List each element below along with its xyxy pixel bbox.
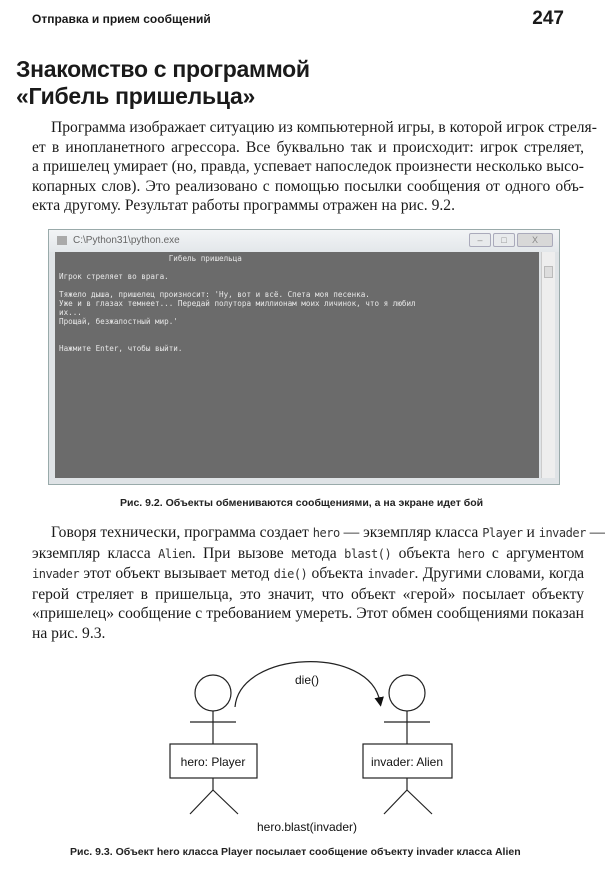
text-line	[32, 604, 584, 624]
text-segment: герой стреляет в пришельца, это значит, что объект «герой» посылает объекту	[32, 585, 584, 603]
caption-label: Рис. 9.2.	[120, 497, 163, 509]
text-segment: а пришелец умирает (но, правда, успевает напоследок произнести несколько высо-	[32, 158, 584, 176]
console-line: Нажмите Enter, чтобы выйти.	[59, 344, 183, 353]
text-segment: и	[522, 524, 539, 541]
text-segment: Говоря технически, программа создает	[51, 524, 313, 541]
paragraph-intro	[32, 118, 597, 216]
text-line	[32, 544, 584, 565]
code-term: blast()	[344, 546, 392, 561]
caption-text: Объекты обмениваются сообщениями, а на экране идет бой	[162, 497, 484, 509]
text-line	[32, 564, 584, 585]
text-line	[32, 138, 584, 158]
text-segment: на рис. 9.3.	[32, 624, 106, 642]
console-line	[59, 335, 535, 344]
window-controls	[469, 233, 553, 247]
text-segment: — экземпляр класса	[339, 524, 483, 541]
code-term: die()	[273, 567, 308, 582]
text-line	[32, 196, 584, 216]
text-segment: —	[585, 524, 605, 541]
hero-object-label: hero: Player	[180, 755, 246, 769]
code-term: Player	[482, 526, 523, 540]
maximize-icon: □	[493, 233, 515, 247]
console-line: Игрок стреляет во врага.	[59, 272, 169, 281]
section-title-line: «Гибель пришельца»	[16, 83, 255, 109]
text-segment: Программа изображает ситуацию из компьютерной игры, в которой игрок стреля-	[51, 119, 597, 136]
console-line	[59, 326, 535, 335]
text-segment: копарных слов). Это реализовано с помощью посылки сообщения от одного объ-	[32, 177, 584, 195]
text-segment: объекта	[307, 565, 368, 583]
text-line	[32, 177, 584, 197]
page-number: 247	[532, 8, 564, 29]
message-diagram	[0, 650, 600, 840]
text-line	[32, 585, 584, 605]
scrollbar-thumb	[544, 266, 553, 278]
paragraph-technical	[32, 523, 605, 644]
text-line	[32, 624, 584, 644]
window-title: C:\Python31\python.exe	[73, 235, 180, 246]
text-segment: этот объект вызывает метод	[79, 565, 274, 583]
close-icon: X	[517, 233, 553, 247]
console-line	[59, 263, 535, 272]
text-segment: . Другими словами, когда	[414, 565, 584, 583]
window-titlebar	[49, 230, 559, 252]
code-term: Alien	[158, 546, 192, 561]
minimize-icon: –	[469, 233, 491, 247]
text-segment: объекта	[391, 544, 458, 562]
console-output	[55, 252, 539, 478]
text-segment: экземпляр класса	[32, 544, 159, 562]
code-term: hero	[312, 526, 340, 540]
caption-label: Рис. 9.3.	[70, 846, 113, 858]
code-term: invader	[32, 567, 80, 582]
text-segment: ет в инопланетного агрессора. Все буквально так и происходит: игрок стреляет,	[32, 138, 584, 156]
console-app-icon	[57, 236, 67, 245]
console-line: Гибель пришельца	[59, 254, 242, 263]
section-title	[16, 56, 310, 110]
console-line	[59, 281, 535, 290]
console-line: Уже и в глазах темнеет... Передай полутора миллионам моих личинок, что я любил	[59, 299, 416, 308]
console-screenshot	[48, 229, 560, 485]
console-line: их...	[59, 308, 82, 317]
text-segment: . При вызове метода	[191, 544, 345, 562]
call-label: hero.blast(invader)	[256, 820, 358, 834]
text-segment: екта другому. Результат работы программы отражен на рис. 9.2.	[32, 197, 455, 215]
message-label: die()	[294, 673, 320, 687]
text-line	[32, 157, 584, 177]
figure-9-3-caption	[70, 846, 521, 858]
code-term: hero	[457, 546, 485, 561]
text-line	[32, 523, 605, 544]
caption-text: Объект hero класса Player посылает сообщение объекту invader класса Alien	[112, 846, 521, 858]
running-header: Отправка и прием сообщений	[32, 12, 211, 26]
figure-9-2-caption	[120, 497, 483, 509]
code-term: invader	[538, 526, 586, 540]
code-term: invader	[367, 567, 415, 582]
text-segment: «пришелец» сообщение с требованием умереть. Этот обмен сообщениями показан	[32, 605, 584, 623]
section-title-line: Знакомство с программой	[16, 56, 310, 82]
text-line	[32, 118, 597, 138]
console-line: Тяжело дыша, пришелец произносит: 'Ну, вот и всё. Спета моя песенка.	[59, 290, 370, 299]
console-line: Прощай, безжалостный мир.'	[59, 317, 178, 326]
scrollbar	[541, 252, 555, 478]
text-segment: с аргументом	[484, 544, 585, 562]
invader-object-label: invader: Alien	[370, 755, 444, 769]
